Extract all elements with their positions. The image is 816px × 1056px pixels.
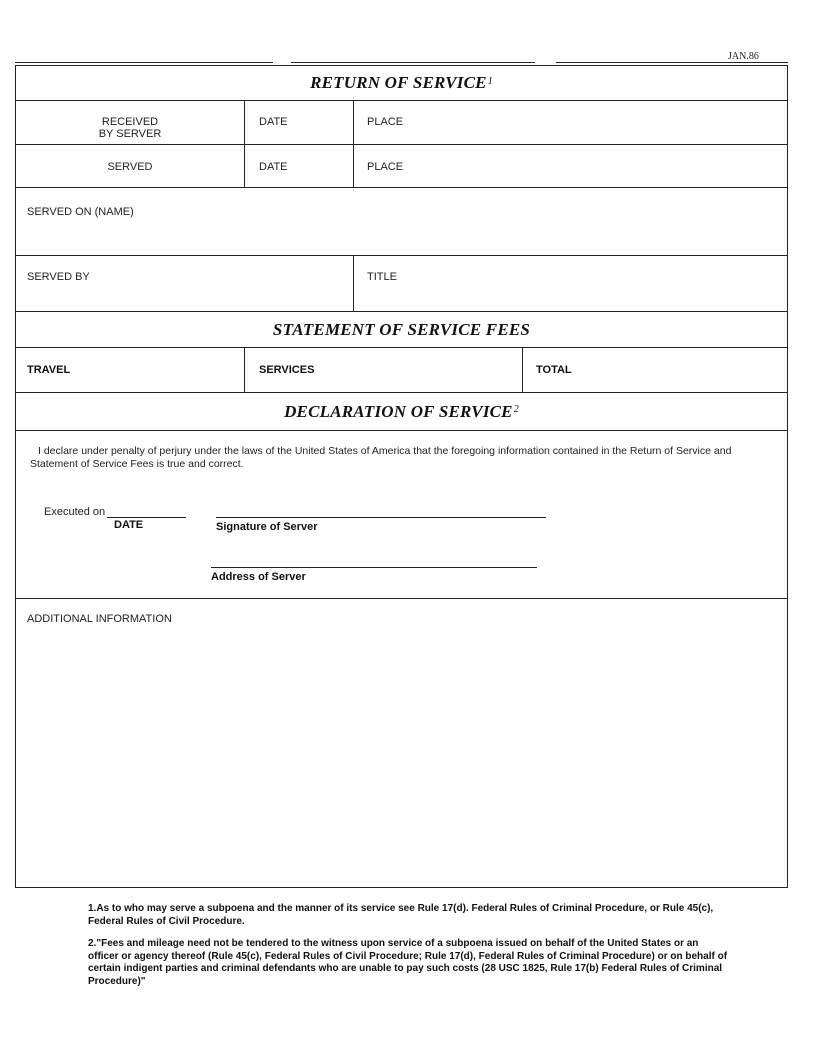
received-date-label: DATE bbox=[259, 116, 288, 128]
footnote-1: 1.As to who may serve a subpoena and the manner of its service see Rule 17(d). Federal Rules of Criminal Procedure, or Rule 45(c), Federal Rules of Civil Procedure. bbox=[88, 903, 714, 927]
served-place-label: PLACE bbox=[367, 161, 404, 173]
top-rule-middle bbox=[291, 62, 535, 63]
total-field[interactable] bbox=[522, 348, 787, 392]
additional-information-field[interactable] bbox=[16, 599, 787, 887]
travel-label: TRAVEL bbox=[27, 364, 71, 376]
declaration-header bbox=[16, 393, 787, 431]
received-date-field[interactable] bbox=[244, 101, 353, 144]
top-rule-left bbox=[15, 62, 273, 63]
declaration-title: DECLARATION OF SERVICE bbox=[284, 401, 513, 421]
server-title-field[interactable] bbox=[353, 256, 787, 311]
service-fees-header bbox=[16, 312, 787, 348]
footnote-mark-2: 2 bbox=[513, 404, 519, 415]
declaration-statement: I declare under penalty of perjury under the laws of the United States of America that the foregoing information contained in the Return of Service and Statement of Service Fees is true and correct. bbox=[30, 445, 732, 470]
footnotes bbox=[88, 903, 728, 998]
service-fees-row bbox=[16, 348, 787, 393]
received-label: RECEIVED bbox=[101, 116, 159, 128]
signature-caption: Signature of Server bbox=[216, 521, 318, 533]
additional-information-label: ADDITIONAL INFORMATION bbox=[27, 613, 172, 625]
received-place-label: PLACE bbox=[367, 116, 404, 128]
received-row bbox=[16, 101, 787, 145]
return-of-service-title: RETURN OF SERVICE bbox=[310, 73, 487, 92]
service-fees-title: STATEMENT OF SERVICE FEES bbox=[272, 319, 531, 339]
return-of-service-header bbox=[16, 66, 787, 101]
received-place-field[interactable] bbox=[353, 101, 787, 144]
footnote-2: 2."Fees and mileage need not be tendered to the witness upon service of a subpoena issued on behalf of the United States or an officer or agency thereof (Rule 45(c), Federal Rules of Civil Procedure; Rule 17(d), Federal Rules of Criminal Procedure) or on behalf of certain indigent parties and criminal defendants who are unable to pay such costs (28 USC 1825, Rule 17(b) Federal Rules of Criminal Procedure)" bbox=[88, 938, 728, 987]
served-label: SERVED bbox=[107, 161, 153, 173]
served-on-name-field[interactable] bbox=[16, 188, 787, 256]
address-caption: Address of Server bbox=[211, 571, 306, 583]
services-field[interactable] bbox=[244, 348, 522, 392]
served-on-name-label: SERVED ON (NAME) bbox=[27, 206, 134, 218]
top-rule-right bbox=[556, 62, 788, 63]
served-by-field[interactable] bbox=[16, 256, 353, 311]
server-title-label: TITLE bbox=[367, 271, 397, 283]
received-cell bbox=[16, 101, 244, 144]
executed-date-caption: DATE bbox=[114, 519, 144, 531]
form-code: JAN.86 bbox=[728, 51, 759, 62]
served-by-label: SERVED BY bbox=[27, 271, 90, 283]
served-row bbox=[16, 145, 787, 188]
total-label: TOTAL bbox=[536, 364, 572, 376]
served-date-label: DATE bbox=[259, 161, 288, 173]
served-by-row bbox=[16, 256, 787, 312]
executed-date-line[interactable] bbox=[107, 517, 186, 518]
travel-field[interactable] bbox=[16, 348, 244, 392]
services-label: SERVICES bbox=[259, 364, 315, 376]
served-date-field[interactable] bbox=[244, 145, 353, 187]
return-of-service-form bbox=[15, 65, 788, 888]
signature-line[interactable] bbox=[216, 517, 546, 518]
declaration-body bbox=[16, 431, 787, 599]
by-server-label: BY SERVER bbox=[98, 128, 162, 140]
executed-on-label: Executed on bbox=[44, 506, 106, 518]
served-cell bbox=[16, 145, 244, 187]
address-line[interactable] bbox=[211, 567, 537, 568]
footnote-mark-1: 1 bbox=[487, 75, 493, 87]
served-place-field[interactable] bbox=[353, 145, 787, 187]
